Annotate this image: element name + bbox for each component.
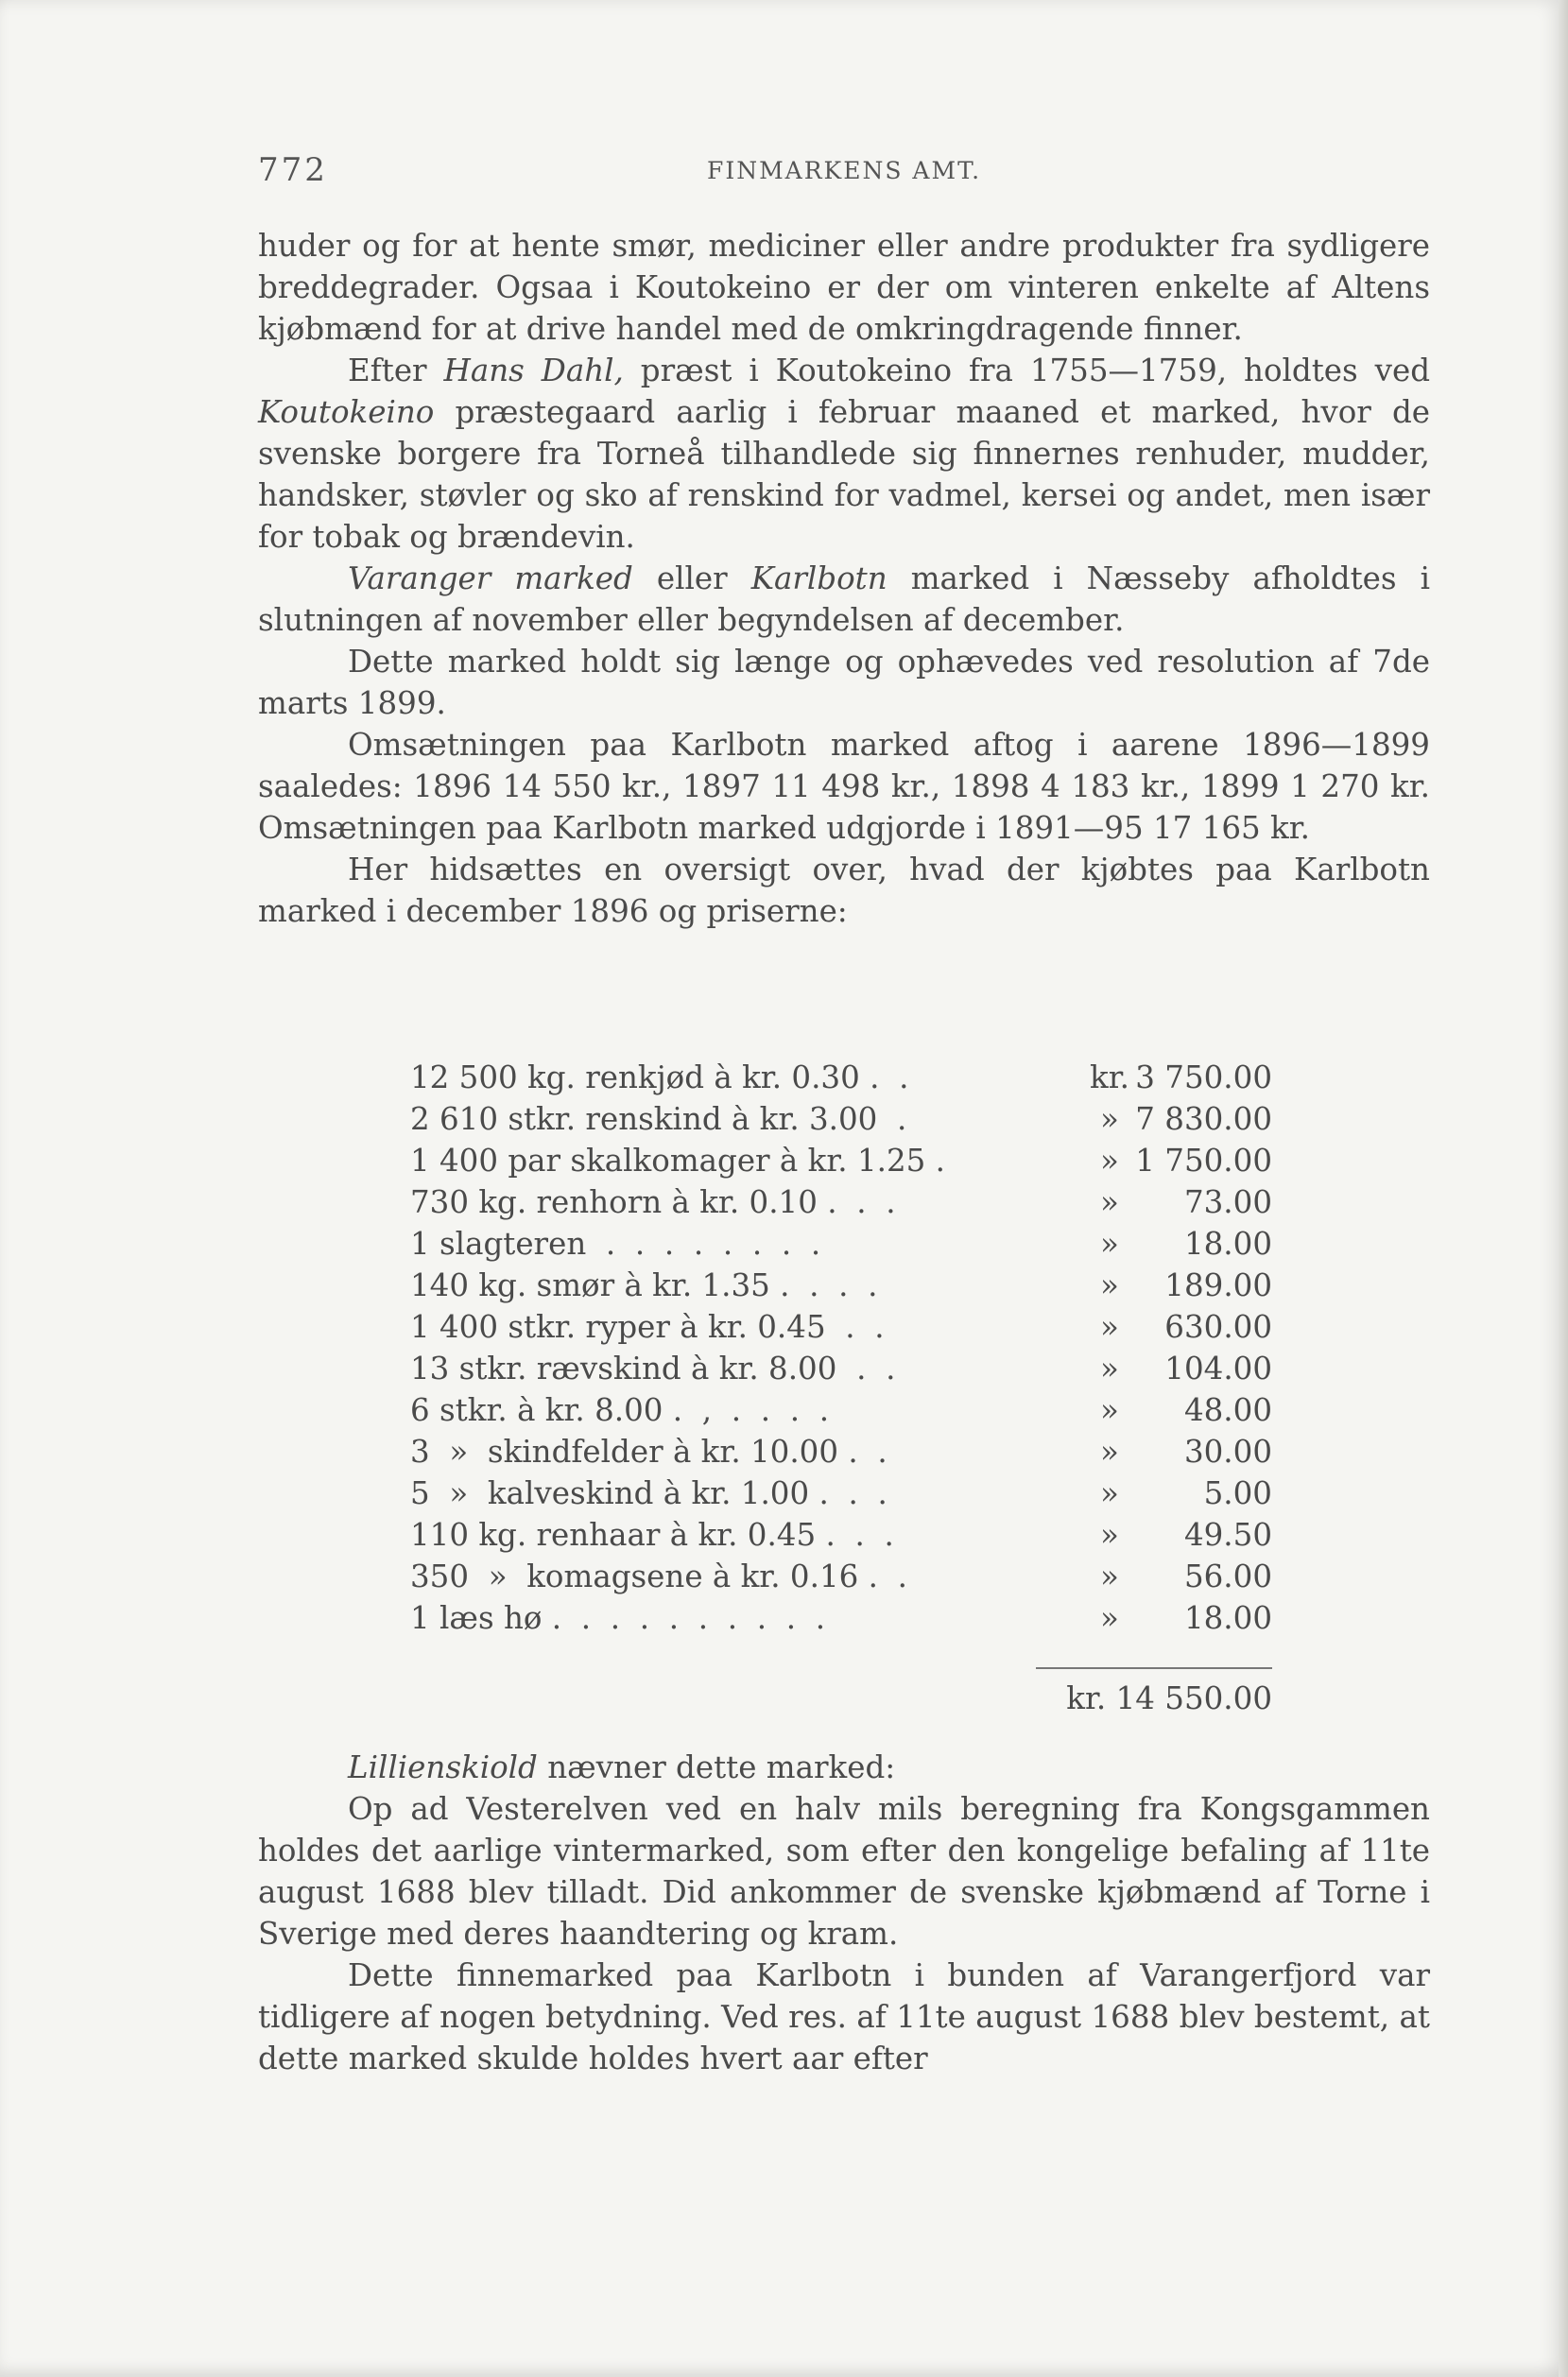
table-row — [410, 1057, 1272, 1098]
currency-mark: » — [1100, 1559, 1119, 1594]
running-title: FINMARKENS AMT. — [706, 157, 982, 184]
table-row — [410, 1431, 1272, 1473]
item-amount: 189.00 — [1164, 1267, 1272, 1303]
item-description: 6 stkr. à kr. 8.00 . , . . . . — [410, 1392, 830, 1428]
table-row — [410, 1473, 1272, 1514]
currency-mark: » — [1100, 1392, 1119, 1428]
page-header — [258, 151, 1430, 195]
item-description: 2 610 stkr. renskind à kr. 3.00 . — [410, 1101, 907, 1137]
item-description: 730 kg. renhorn à kr. 0.10 . . . — [410, 1184, 896, 1220]
currency-mark: » — [1100, 1517, 1119, 1553]
paragraph-varanger: Varanger marked eller Karlbotn marked i Næsseby afholdtes i slutningen af november eller begyndelsen af december. — [258, 560, 1430, 638]
item-amount: 30.00 — [1183, 1434, 1272, 1470]
total-rule — [1036, 1667, 1272, 1669]
table-row — [410, 1265, 1272, 1306]
paragraph-finnemarked: Dette finnemarked paa Karlbotn i bunden af Varangerfjord var tidligere af nogen betydning. Ved res. af 11te august 1688 blev bestemt, at dette marked skulde holdes hvert aar efter — [258, 1957, 1430, 2076]
paragraph-overview-intro: Her hidsættes en oversigt over, hvad der kjøbtes paa Karlbotn marked i december 1896 og priserne: — [258, 852, 1430, 929]
item-description: 350 » komagsene à kr. 0.16 . . — [410, 1559, 907, 1594]
item-amount: 3 750.00 — [1135, 1059, 1272, 1095]
item-description: 1 400 par skalkomager à kr. 1.25 . — [410, 1143, 945, 1179]
purchases-table — [410, 1057, 1272, 1639]
table-row — [410, 1348, 1272, 1389]
body-text-top — [258, 225, 1430, 932]
table-row — [410, 1098, 1272, 1140]
body-text-bottom — [258, 1747, 1430, 2079]
item-amount: 49.50 — [1183, 1517, 1272, 1553]
currency-mark: » — [1100, 1309, 1119, 1345]
table-row — [410, 1140, 1272, 1181]
currency-mark: » — [1100, 1226, 1119, 1262]
currency-mark: » — [1100, 1434, 1119, 1470]
table-row — [410, 1223, 1272, 1265]
table-row — [410, 1556, 1272, 1597]
table-row — [410, 1389, 1272, 1431]
currency-mark: » — [1100, 1475, 1119, 1511]
item-description: 12 500 kg. renkjød à kr. 0.30 . . — [410, 1059, 909, 1095]
author-name: Lillienskiold — [348, 1749, 538, 1785]
table-row — [410, 1306, 1272, 1348]
item-amount: 5.00 — [1203, 1475, 1272, 1511]
paragraph-continuation: huder og for at hente smør, mediciner eller andre produkter fra sydligere breddegrader. Ogsaa i Koutokeino er der om vinteren enkelte af Altens kjøbmænd for at drive handel med de omkringdragende finner. — [258, 228, 1430, 347]
currency-mark: kr. — [1090, 1059, 1129, 1095]
item-amount: 73.00 — [1183, 1184, 1272, 1220]
paragraph-hans-dahl: Efter Hans Dahl, præst i Koutokeino fra 1755—1759, holdtes ved Koutokeino præstegaard aarlig i februar maaned et marked, hvor de svenske borgere fra Torneå tilhandlede sig finnernes renhuder, mudder, handsker, støvler og sko af renskind for vadmel, kersei og andet, men især for tobak og brændevin. — [258, 353, 1431, 555]
paragraph-lillienskiold: Lillienskiold nævner dette marked: — [348, 1749, 896, 1785]
currency-mark: » — [1100, 1600, 1119, 1636]
table-row — [410, 1514, 1272, 1556]
item-description: 1 læs hø . . . . . . . . . . — [410, 1600, 826, 1636]
place-name: Koutokeino — [258, 394, 435, 430]
currency-mark: » — [1100, 1351, 1119, 1387]
item-description: 110 kg. renhaar à kr. 0.45 . . . — [410, 1517, 894, 1553]
item-amount: 630.00 — [1164, 1309, 1272, 1345]
place-name: Karlbotn — [750, 560, 887, 596]
item-description: 1 400 stkr. ryper à kr. 0.45 . . — [410, 1309, 885, 1345]
currency-mark: » — [1100, 1101, 1119, 1137]
paragraph-quote: Op ad Vesterelven ved en halv mils beregning fra Kongsgammen holdes det aarlige vintermarked, som efter den kongelige befaling af 11te august 1688 blev tilladt. Did ankommer de svenske kjøbmænd af Torne i Sverige med deres haandtering og kram. — [258, 1791, 1430, 1952]
item-description: 3 » skindfelder à kr. 10.00 . . — [410, 1434, 887, 1470]
total-amount: kr. 14 550.00 — [1066, 1680, 1272, 1716]
page-number: 772 — [258, 151, 328, 189]
table-row — [410, 1181, 1272, 1223]
item-description: 13 stkr. rævskind à kr. 8.00 . . — [410, 1351, 896, 1387]
table-row — [410, 1597, 1272, 1639]
item-amount: 7 830.00 — [1135, 1101, 1272, 1137]
market-name: Varanger marked — [348, 560, 633, 596]
paragraph-turnover: Omsætningen paa Karlbotn marked aftog i aarene 1896—1899 saaledes: 1896 14 550 kr., 1897 11 498 kr., 1898 4 183 kr., 1899 1 270 kr. Omsætningen paa Karlbotn marked udgjorde i 1891—95 17 165 kr. — [258, 727, 1430, 846]
item-amount: 18.00 — [1183, 1226, 1272, 1262]
item-amount: 104.00 — [1164, 1351, 1272, 1387]
item-description: 5 » kalveskind à kr. 1.00 . . . — [410, 1475, 887, 1511]
person-name: Hans Dahl, — [443, 353, 624, 388]
item-description: 1 slagteren . . . . . . . . — [410, 1226, 821, 1262]
item-amount: 18.00 — [1183, 1600, 1272, 1636]
item-amount: 56.00 — [1183, 1559, 1272, 1594]
paragraph-resolution: Dette marked holdt sig længe og ophævedes ved resolution af 7de marts 1899. — [258, 644, 1430, 721]
currency-mark: » — [1100, 1267, 1119, 1303]
item-amount: 1 750.00 — [1135, 1143, 1272, 1179]
currency-mark: » — [1100, 1184, 1119, 1220]
item-amount: 48.00 — [1183, 1392, 1272, 1428]
item-description: 140 kg. smør à kr. 1.35 . . . . — [410, 1267, 878, 1303]
currency-mark: » — [1100, 1143, 1119, 1179]
